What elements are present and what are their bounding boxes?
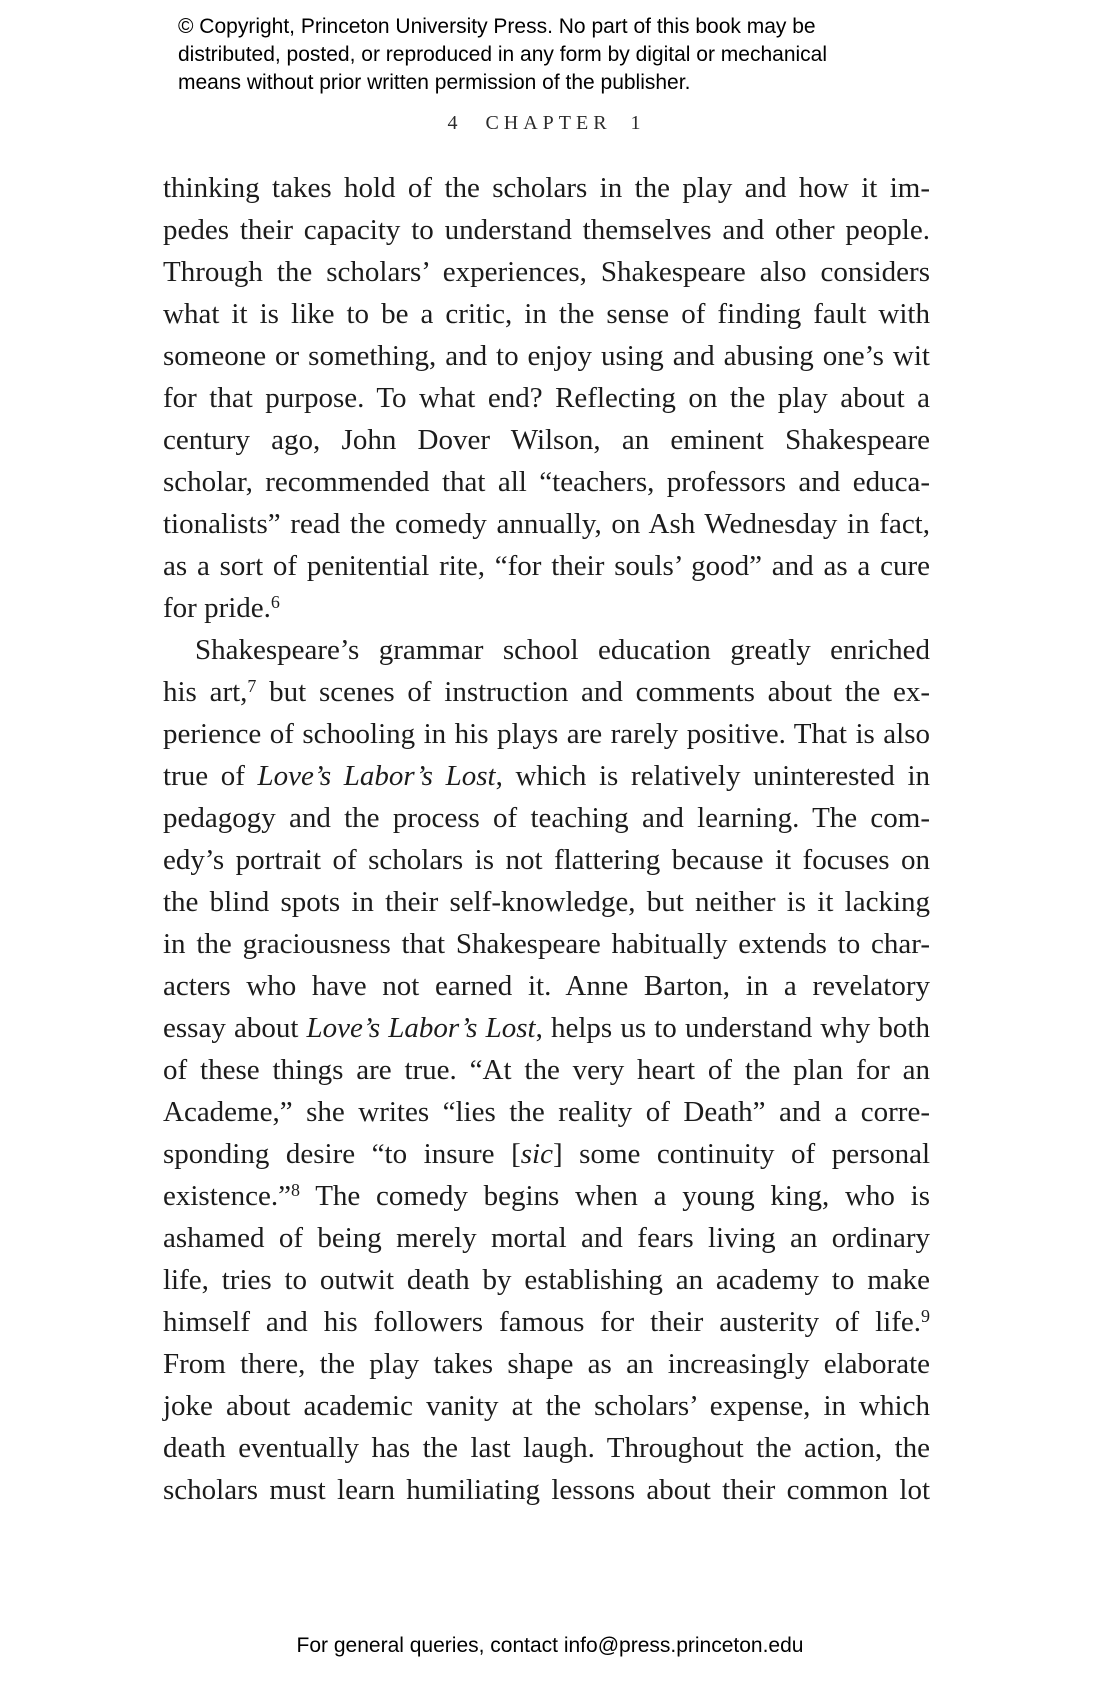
footnote-marker: 8 bbox=[291, 1180, 300, 1201]
text-line bbox=[163, 1133, 930, 1175]
text-line bbox=[163, 251, 930, 293]
text-line bbox=[163, 965, 930, 1007]
text-line bbox=[163, 1049, 930, 1091]
text-line bbox=[163, 881, 930, 923]
text-segment: pedagogy and the process of teaching and learning. The com- bbox=[163, 802, 930, 834]
text-line bbox=[163, 755, 930, 797]
text-segment: but scenes of instruction and comments about the ex- bbox=[256, 676, 930, 708]
text-line bbox=[163, 1343, 930, 1385]
text-segment: , which is relatively uninterested in bbox=[495, 760, 930, 792]
text-line bbox=[163, 1217, 930, 1259]
text-segment: ] some continuity of personal bbox=[552, 1138, 931, 1170]
italic-title: Love’s Labor’s Lost bbox=[306, 1012, 536, 1044]
body-text bbox=[163, 167, 930, 1511]
text-segment: the blind spots in their self-knowledge, but neither is it lacking bbox=[163, 886, 930, 918]
text-line bbox=[163, 1175, 930, 1217]
text-segment: someone or something, and to enjoy using and abusing one’s wit bbox=[163, 340, 930, 372]
text-segment: ashamed of being merely mortal and fears living an ordinary bbox=[163, 1222, 930, 1254]
italic-title: Love’s Labor’s Lost bbox=[257, 760, 496, 792]
text-segment: joke about academic vanity at the scholars’ expense, in which bbox=[163, 1390, 930, 1422]
text-line bbox=[163, 167, 930, 209]
text-segment: in the graciousness that Shakespeare habitually extends to char- bbox=[163, 928, 930, 960]
text-line bbox=[163, 461, 930, 503]
text-line bbox=[163, 797, 930, 839]
text-line bbox=[163, 1091, 930, 1133]
text-segment: sponding desire “to insure [ bbox=[163, 1138, 521, 1170]
chapter-label: CHAPTER 1 bbox=[485, 112, 646, 134]
text-line bbox=[163, 293, 930, 335]
text-segment: From there, the play takes shape as an increasingly elaborate bbox=[163, 1348, 930, 1380]
text-segment: of these things are true. “At the very heart of the plan for an bbox=[163, 1054, 930, 1086]
paragraph bbox=[163, 629, 930, 1511]
footnote-marker: 6 bbox=[270, 592, 280, 613]
text-segment: century ago, John Dover Wilson, an eminent Shakespeare bbox=[163, 424, 930, 456]
text-line bbox=[163, 503, 930, 545]
copyright-line: distributed, posted, or reproduced in any form by digital or mechanical bbox=[178, 43, 828, 66]
text-segment: essay about bbox=[163, 1012, 307, 1044]
text-line bbox=[163, 671, 930, 713]
text-segment: pedes their capacity to understand themselves and other people. bbox=[163, 214, 930, 246]
footnote-marker: 9 bbox=[921, 1306, 930, 1327]
text-segment: edy’s portrait of scholars is not flattering because it focuses on bbox=[163, 844, 930, 876]
text-segment: tionalists” read the comedy annually, on Ash Wednesday in fact, bbox=[163, 508, 930, 540]
text-segment: himself and his followers famous for their austerity of life. bbox=[163, 1306, 922, 1338]
text-segment: thinking takes hold of the scholars in the play and how it im- bbox=[163, 172, 930, 204]
page-number: 4 bbox=[447, 112, 460, 134]
text-line bbox=[163, 1469, 930, 1511]
italic-title: sic bbox=[520, 1138, 553, 1170]
text-segment: his art, bbox=[163, 676, 248, 708]
text-segment: what it is like to be a critic, in the sense of finding fault with bbox=[163, 298, 930, 330]
text-segment: scholar, recommended that all “teachers, professors and educa- bbox=[163, 466, 930, 498]
text-line bbox=[163, 545, 930, 587]
text-line bbox=[163, 629, 930, 671]
text-line bbox=[163, 1427, 930, 1469]
text-segment: Academe,” she writes “lies the reality of Death” and a corre- bbox=[163, 1096, 930, 1128]
text-line bbox=[163, 587, 930, 629]
copyright-notice bbox=[178, 13, 898, 97]
text-line bbox=[163, 1385, 930, 1427]
text-line bbox=[163, 419, 930, 461]
text-segment: existence.” bbox=[163, 1180, 292, 1212]
paragraph bbox=[163, 167, 930, 629]
text-line bbox=[163, 923, 930, 965]
text-segment: , helps us to understand why both bbox=[535, 1012, 930, 1044]
text-line bbox=[163, 335, 930, 377]
text-line bbox=[163, 1007, 930, 1049]
text-line bbox=[163, 1259, 930, 1301]
text-line bbox=[163, 209, 930, 251]
text-line bbox=[163, 377, 930, 419]
text-segment: life, tries to outwit death by establishing an academy to make bbox=[163, 1264, 930, 1296]
copyright-line: © Copyright, Princeton University Press. No part of this book may be bbox=[178, 15, 816, 38]
text-segment: as a sort of penitential rite, “for their souls’ good” and as a cure bbox=[163, 550, 930, 582]
footnote-marker: 7 bbox=[247, 676, 257, 697]
text-segment: acters who have not earned it. Anne Barton, in a revelatory bbox=[163, 970, 930, 1002]
text-segment: for pride. bbox=[163, 592, 271, 624]
text-segment: for that purpose. To what end? Reflecting on the play about a bbox=[163, 382, 930, 414]
running-head bbox=[163, 112, 930, 135]
text-segment: scholars must learn humiliating lessons about their common lot bbox=[163, 1474, 930, 1506]
text-line bbox=[163, 1301, 930, 1343]
text-segment: Shakespeare’s grammar school education greatly enriched bbox=[195, 634, 930, 666]
text-segment: The comedy begins when a young king, who is bbox=[300, 1180, 930, 1212]
text-segment: death eventually has the last laugh. Throughout the action, the bbox=[163, 1432, 930, 1464]
text-segment: Through the scholars’ experiences, Shakespeare also considers bbox=[163, 256, 930, 288]
copyright-line: means without prior written permission of the publisher. bbox=[178, 71, 691, 94]
text-segment: perience of schooling in his plays are rarely positive. That is also bbox=[163, 718, 930, 750]
text-line bbox=[163, 839, 930, 881]
text-segment: true of bbox=[163, 760, 258, 792]
footer-contact: For general queries, contact info@press.princeton.edu bbox=[296, 1634, 804, 1657]
text-line bbox=[163, 713, 930, 755]
